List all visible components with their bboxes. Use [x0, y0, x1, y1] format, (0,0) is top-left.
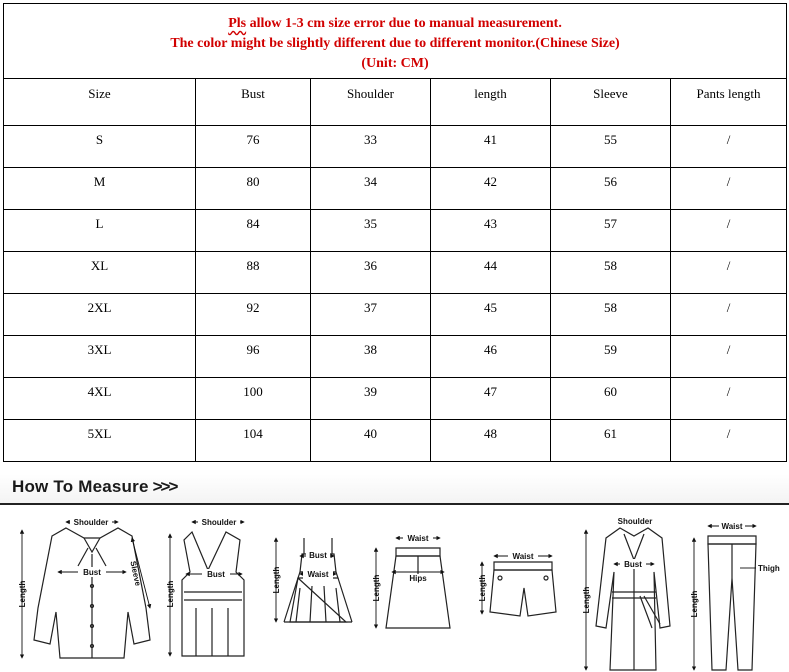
cell-length: 42 [431, 168, 551, 210]
coat-figure [582, 516, 670, 670]
cell-sleeve: 55 [551, 126, 671, 168]
cell-pants-length: / [671, 210, 787, 252]
cell-shoulder: 34 [311, 168, 431, 210]
label-waist-7: Waist [721, 522, 743, 531]
cell-size: 5XL [4, 420, 196, 462]
cell-sleeve: 59 [551, 336, 671, 378]
trousers-figure [690, 521, 780, 670]
table-row [4, 126, 787, 168]
cell-size: L [4, 210, 196, 252]
label-bust-3: Bust [309, 551, 327, 560]
cell-shoulder: 33 [311, 126, 431, 168]
table-row [4, 420, 787, 462]
cell-shoulder: 35 [311, 210, 431, 252]
label-bust-6: Bust [624, 560, 642, 569]
label-waist-4: Waist [407, 534, 429, 543]
notice-pls: Pls [228, 16, 247, 31]
cell-bust: 84 [196, 210, 311, 252]
cell-sleeve: 61 [551, 420, 671, 462]
strap-dress-figure [272, 538, 352, 622]
cell-pants-length: / [671, 336, 787, 378]
label-shoulder-2: Shoulder [201, 518, 237, 527]
label-sleeve-1: Sleeve [128, 560, 143, 587]
cell-bust: 76 [196, 126, 311, 168]
label-bust-1: Bust [83, 568, 101, 577]
notice-banner [4, 4, 787, 79]
header-divider [0, 503, 789, 505]
how-to-measure-title [12, 477, 176, 497]
label-length-2: Length [166, 580, 175, 608]
cell-sleeve: 58 [551, 294, 671, 336]
table-header-row [4, 79, 787, 126]
notice-line-color: The color might be slightly different due to different monitor.(Chinese Size) [170, 36, 620, 51]
table-row [4, 210, 787, 252]
cell-size: 4XL [4, 378, 196, 420]
cell-length: 45 [431, 294, 551, 336]
cell-bust: 104 [196, 420, 311, 462]
table-body [4, 126, 787, 462]
label-length-1: Length [18, 580, 27, 608]
cell-pants-length: / [671, 168, 787, 210]
cell-bust: 92 [196, 294, 311, 336]
cell-pants-length: / [671, 294, 787, 336]
shorts-figure [478, 551, 556, 616]
cell-shoulder: 38 [311, 336, 431, 378]
cell-length: 41 [431, 126, 551, 168]
label-length-7: Length [690, 590, 699, 618]
cell-shoulder: 37 [311, 294, 431, 336]
header-bust: Bust [196, 79, 311, 126]
header-sleeve: Sleeve [551, 79, 671, 126]
label-length-4: Length [372, 574, 381, 602]
label-length-5: Length [478, 574, 487, 602]
cell-bust: 100 [196, 378, 311, 420]
cell-shoulder: 36 [311, 252, 431, 294]
header-size: Size [4, 79, 196, 126]
cell-pants-length: / [671, 126, 787, 168]
cell-length: 43 [431, 210, 551, 252]
table-row [4, 168, 787, 210]
notice-line-unit: (Unit: CM) [361, 56, 429, 71]
cell-bust: 96 [196, 336, 311, 378]
cell-size: 3XL [4, 336, 196, 378]
cell-bust: 80 [196, 168, 311, 210]
table-row [4, 252, 787, 294]
skirt-figure [372, 533, 450, 628]
blouse-figure [18, 517, 150, 658]
label-hips-4: Hips [409, 574, 427, 583]
how-to-measure-text: How To Measure [12, 477, 149, 496]
label-shoulder-6: Shoulder [617, 517, 653, 526]
cell-sleeve: 60 [551, 378, 671, 420]
label-waist-5: Waist [512, 552, 534, 561]
table-row [4, 294, 787, 336]
chevrons-icon: >>> [152, 477, 177, 496]
cell-size: XL [4, 252, 196, 294]
cell-length: 48 [431, 420, 551, 462]
label-waist-3: Waist [307, 570, 329, 579]
cell-shoulder: 40 [311, 420, 431, 462]
label-shoulder-1: Shoulder [73, 518, 109, 527]
cell-length: 46 [431, 336, 551, 378]
cell-shoulder: 39 [311, 378, 431, 420]
cell-sleeve: 57 [551, 210, 671, 252]
cell-pants-length: / [671, 252, 787, 294]
cell-pants-length: / [671, 420, 787, 462]
cell-size: S [4, 126, 196, 168]
header-length: length [431, 79, 551, 126]
cell-length: 44 [431, 252, 551, 294]
cell-sleeve: 58 [551, 252, 671, 294]
size-chart-table [3, 3, 787, 462]
cell-pants-length: / [671, 378, 787, 420]
label-thigh-7: Thigh [758, 564, 780, 573]
tank-top-figure [166, 517, 244, 656]
cell-sleeve: 56 [551, 168, 671, 210]
label-length-3: Length [272, 566, 281, 594]
cell-bust: 88 [196, 252, 311, 294]
header-pants-length: Pants length [671, 79, 787, 126]
cell-length: 47 [431, 378, 551, 420]
label-bust-2: Bust [207, 570, 225, 579]
cell-size: 2XL [4, 294, 196, 336]
notice-tolerance-text: allow 1-3 cm size error due to manual measurement. [246, 16, 562, 31]
table-row [4, 378, 787, 420]
measurement-illustrations [0, 508, 789, 672]
header-shoulder: Shoulder [311, 79, 431, 126]
table-row [4, 336, 787, 378]
how-to-measure-header [0, 474, 789, 504]
cell-size: M [4, 168, 196, 210]
label-length-6: Length [582, 586, 591, 614]
notice-line-tolerance [4, 14, 786, 34]
garment-figures [0, 508, 789, 672]
